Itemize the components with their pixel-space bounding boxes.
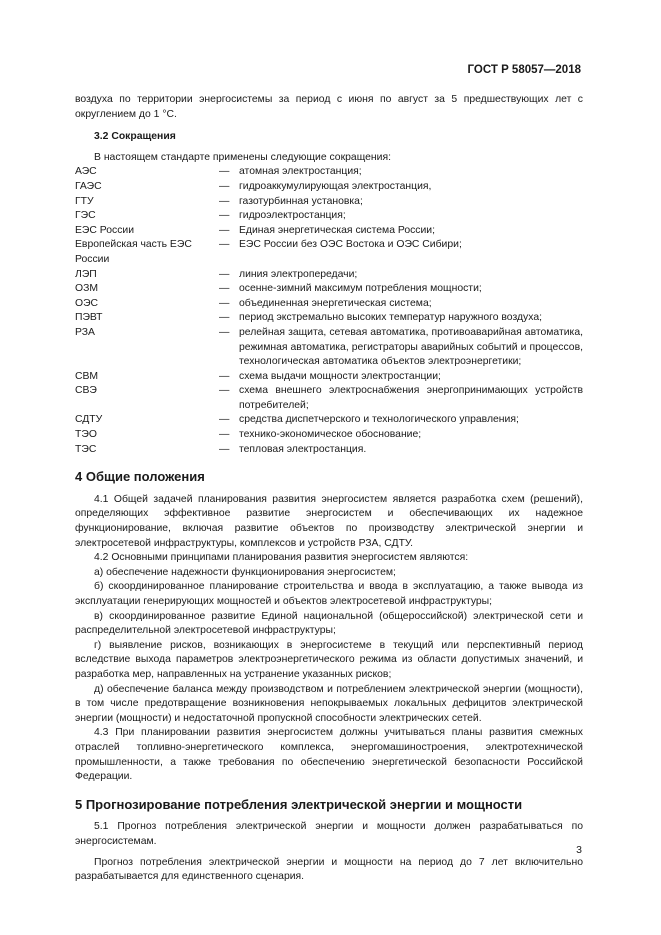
abbreviation-dash: —	[219, 224, 230, 236]
section-5-heading: 5 Прогнозирование потребления электрической энергии и мощности	[75, 796, 523, 812]
list-item-b: б) скоординированное планирование строительства и ввода в эксплуатацию, а также вывода из эксплуатации генерирующих мощностей и объектов электросетевой инфраструктуры;	[75, 581, 583, 607]
abbreviation-row	[75, 238, 583, 267]
abbreviation-term: ЛЭП	[75, 268, 97, 280]
abbreviation-dash: —	[219, 429, 230, 441]
abbreviation-definition: гидроаккумулирующая электростанция,	[239, 180, 432, 192]
abbreviation-definition: ЕЭС России без ОЭС Востока и ОЭС Сибири;	[239, 239, 462, 251]
abbreviation-definition: релейная защита, сетевая автоматика, противоаварийная автоматика, режимная автоматика, регистраторы аварийных событий и процессов, технологическая автоматика объектов электроэнергетики;	[239, 326, 583, 368]
abbreviation-term: СВМ	[75, 370, 99, 382]
abbreviation-definition: схема выдачи мощности электростанции;	[239, 370, 441, 382]
abbreviation-dash: —	[219, 166, 230, 178]
abbreviation-dash: —	[219, 414, 230, 426]
abbreviation-row	[75, 443, 583, 458]
abbreviation-definition: осенне-зимний максимум потребления мощности;	[239, 283, 482, 295]
abbreviation-list	[75, 165, 583, 457]
abbreviation-definition: схема внешнего электроснабжения энергопринимающих устройств потребителей;	[239, 385, 583, 411]
abbreviation-term: ЕЭС России	[75, 224, 135, 236]
abbreviation-row	[75, 282, 583, 297]
section-5-1-continued: Прогноз потребления электрической энергии и мощности на период до 7 лет включительно разрабатывается для единственного сценария.	[75, 856, 583, 883]
abbreviation-term: РЗА	[75, 326, 95, 338]
abbreviation-definition: технико-экономическое обоснование;	[239, 429, 422, 441]
abbreviation-dash: —	[219, 210, 230, 222]
abbreviation-term: ТЭС	[75, 443, 97, 455]
list-item-v: в) скоординированное развитие Единой национальной (общероссийской) электрической сети и распределительной электросетевой инфраструктуры;	[75, 610, 583, 637]
section-4-3: 4.3 При планировании развития энергосистем должны учитываться планы развития смежных отраслей топливно-энергетического комплекса, энергомашиностроения, электротехнической промышленности, а также требования по обеспечению энергетической безопасности Российской Федерации.	[75, 727, 583, 783]
abbreviation-row	[75, 326, 583, 370]
abbreviation-dash: —	[219, 443, 230, 455]
abbreviation-dash: —	[219, 297, 230, 309]
abbreviation-row	[75, 428, 583, 443]
abbreviation-row	[75, 209, 583, 224]
abbreviation-term: ГТУ	[75, 195, 94, 207]
abbreviation-term: СДТУ	[75, 414, 103, 426]
abbreviation-dash: —	[219, 326, 230, 338]
abbreviation-definition: гидроэлектростанция;	[239, 210, 346, 222]
abbreviation-definition: период экстремально высоких температур наружного воздуха;	[239, 312, 542, 324]
abbreviation-definition: средства диспетчерского и технологического управления;	[239, 414, 519, 426]
list-item-g: г) выявление рисков, возникающих в энергосистеме в текущий или перспективный период вследствие выхода параметров электроэнергетического режима из области допустимых значений, и разработка мер, направленных на устранение указанных рисков;	[75, 639, 583, 680]
abbreviation-dash: —	[219, 312, 230, 324]
abbreviation-definition: линия электропередачи;	[239, 268, 358, 280]
abbreviation-row	[75, 165, 583, 180]
abbreviation-term: СВЭ	[75, 385, 97, 397]
abbreviation-definition: Единая энергетическая система России;	[239, 224, 436, 236]
abbreviation-dash: —	[219, 385, 230, 397]
list-item-a: а) обеспечение надежности функционирования энергосистем;	[94, 566, 396, 578]
abbreviation-term: ПЭВТ	[75, 312, 103, 324]
abbreviation-term: ОЗМ	[75, 283, 99, 295]
section-4-2: 4.2 Основными принципами планирования развития энергосистем являются:	[94, 552, 469, 564]
abbreviation-term: АЭС	[75, 166, 97, 178]
abbreviation-dash: —	[219, 195, 230, 207]
abbreviation-term: ГАЭС	[75, 180, 102, 192]
standard-header: ГОСТ Р 58057—2018	[467, 64, 581, 76]
abbreviation-dash: —	[219, 239, 230, 251]
abbreviation-row	[75, 311, 583, 326]
abbreviation-row	[75, 195, 583, 210]
abbreviation-row	[75, 370, 583, 385]
abbreviation-term: ГЭС	[75, 210, 96, 222]
section-3-2-intro: В настоящем стандарте применены следующие сокращения:	[94, 151, 391, 163]
abbreviation-definition: атомная электростанция;	[239, 166, 362, 178]
page-number: 3	[576, 844, 582, 856]
abbreviation-definition: газотурбинная установка;	[239, 195, 363, 207]
abbreviation-dash: —	[219, 283, 230, 295]
abbreviation-definition: тепловая электростанция.	[239, 443, 367, 455]
list-item-d: д) обеспечение баланса между производством и потреблением электрической энергии (мощности), в том числе предотвращение возникновения непокрываемых локальных дефицитов электрической энергии (мощности) и недостаточной пропускной способности электрических сетей.	[75, 683, 583, 724]
abbreviation-definition: объединенная энергетическая система;	[239, 297, 432, 309]
page-content	[75, 93, 583, 885]
section-4-1: 4.1 Общей задачей планирования развития энергосистем является разработка схем (решений), определяющих эффективное развитие энергосистем и обеспечивающих их надежное функционирование, включая развитие объектов по производству электрической энергии и электросетевой инфраструктуры, комплексов и устройств РЗА, СДТУ.	[75, 493, 583, 549]
abbreviation-dash: —	[219, 370, 230, 382]
abbreviation-row	[75, 384, 583, 413]
section-4-heading: 4 Общие положения	[75, 469, 205, 485]
intro-paragraph: воздуха по территории энергосистемы за период с июня по август за 5 предшествующих лет с округлением до 1 °С.	[75, 94, 583, 120]
section-3-2-heading: 3.2 Сокращения	[94, 131, 176, 143]
abbreviation-dash: —	[219, 268, 230, 280]
abbreviation-dash: —	[219, 180, 230, 192]
abbreviation-row	[75, 413, 583, 428]
abbreviation-row	[75, 224, 583, 239]
section-5-1: 5.1 Прогноз потребления электрической энергии и мощности должен разрабатываться по энергосистемам.	[75, 821, 583, 847]
abbreviation-row	[75, 180, 583, 195]
abbreviation-term: ТЭО	[75, 429, 97, 441]
abbreviation-row	[75, 297, 583, 312]
abbreviation-term: Европейская часть ЕЭС России	[75, 239, 192, 265]
abbreviation-term: ОЭС	[75, 297, 99, 309]
abbreviation-row	[75, 268, 583, 283]
